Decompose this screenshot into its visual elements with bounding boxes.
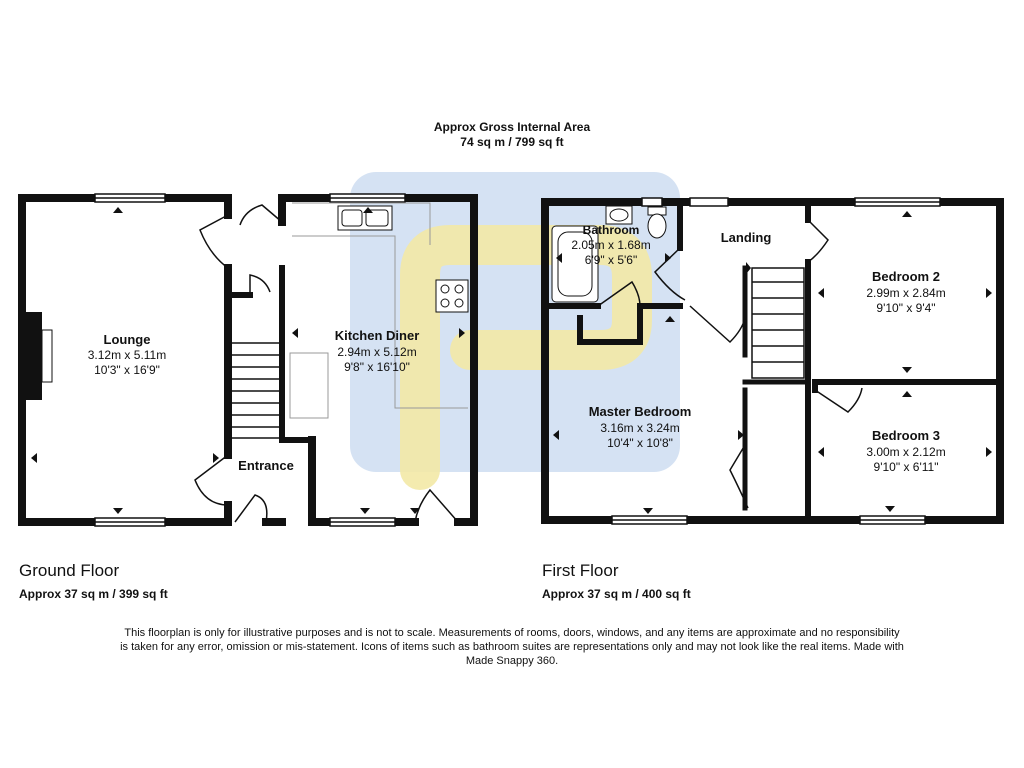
room-name-entrance: Entrance [238, 458, 294, 473]
room-metric-lounge: 3.12m x 5.11m [87, 348, 167, 362]
disclaimer-text: This floorplan is only for illustrative purposes and is not to scale. Measurements of rooms, doors, windows, and any items are approximate and no responsibility is taken for any error, omission or mis-statement. Icons of items such as bathroom suites are representations only and may not look like the real items. Made with Made Snappy 360. [120, 627, 904, 667]
room-name-lounge: Lounge [103, 332, 151, 347]
room-imperial-lounge: 10'3" x 16'9" [94, 363, 160, 377]
room-metric-kitchen-diner: 2.94m x 5.12m [337, 345, 417, 359]
room-imperial-kitchen-diner: 9'8" x 16'10" [344, 360, 410, 374]
staircase-icon [752, 268, 804, 378]
hob-icon [436, 280, 468, 312]
room-imperial-bathroom: 6'9" x 5'6" [584, 253, 638, 267]
room-metric-bathroom: 2.05m x 1.68m [571, 238, 651, 252]
room-imperial-bedroom-3: 9'10" x 6'11" [873, 460, 939, 474]
sink-icon [338, 206, 392, 230]
basin-icon [606, 206, 632, 224]
room-metric-bedroom-3: 3.00m x 2.12m [866, 445, 946, 459]
toilet-icon [648, 207, 666, 238]
room-imperial-bedroom-2: 9'10" x 9'4" [876, 301, 936, 315]
floor-name-first: First Floor [542, 561, 619, 580]
floor-name-ground: Ground Floor [19, 561, 120, 580]
staircase-icon [230, 343, 280, 438]
gross-area-value: 74 sq m / 799 sq ft [460, 135, 564, 149]
room-name-bedroom-2: Bedroom 2 [872, 269, 940, 284]
room-name-kitchen-diner: Kitchen Diner [334, 328, 420, 343]
floor-area-ground: Approx 37 sq m / 399 sq ft [19, 587, 168, 601]
floor-area-first: Approx 37 sq m / 400 sq ft [542, 587, 691, 601]
room-name-bathroom: Bathroom [582, 223, 640, 237]
room-name-bedroom-3: Bedroom 3 [872, 428, 940, 443]
room-imperial-master-bedroom: 10'4" x 10'8" [607, 436, 673, 450]
room-name-master-bedroom: Master Bedroom [588, 404, 692, 419]
fireplace-icon [26, 312, 52, 400]
gross-area-title: Approx Gross Internal Area [433, 120, 591, 134]
room-metric-bedroom-2: 2.99m x 2.84m [866, 286, 946, 300]
room-metric-master-bedroom: 3.16m x 3.24m [600, 421, 680, 435]
room-name-landing: Landing [720, 230, 772, 245]
